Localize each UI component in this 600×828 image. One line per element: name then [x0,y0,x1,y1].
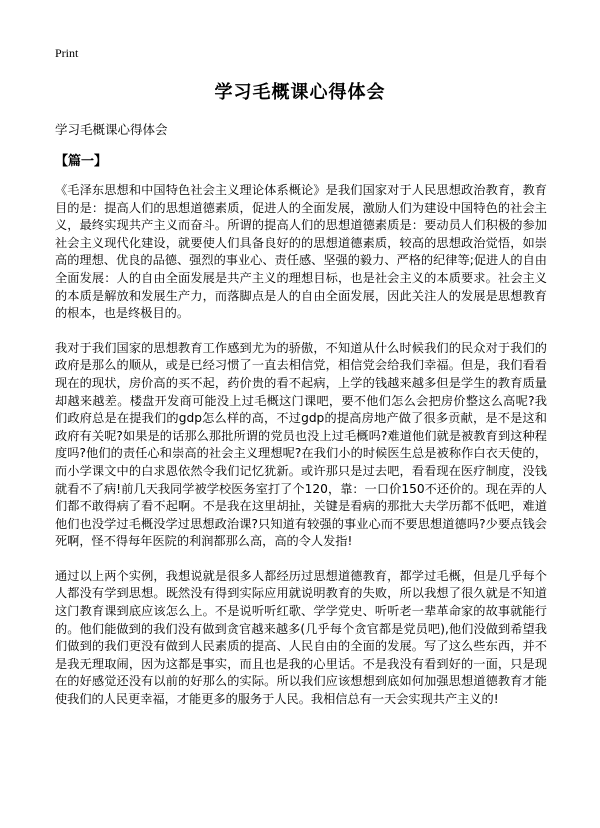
document-title: 学习毛概课心得体会 [214,82,386,103]
document-body [55,182,547,726]
section-heading: 【篇一】 [55,154,108,169]
paragraph-3: 通过以上两个实例，我想说就是很多人都经历过思想道德教育，都学过毛概，但是几乎每个人都没有学到思想。既然没有得到实际应用就说明教育的失败，所以我想了很久就是不知道这门教育课到底应该怎么上。不是说听听红歌、学学党史、听听老一辈革命家的故事就能行的。他们能做到的我们没有做到贪官越来越多(几乎每个贪官都是党员吧),他们没做到希望我们做到的我们更没有做到人民素质的提高、人民自由的全面的发展。写了这么些东西，并不是我无理取闹，因为这都是事实，而且也是我的心里话。不是我没有看到好的一面，只是现在的好感觉还没有以前的好那么的实际。所以我们应该想想到底如何加强思想道德教育才能使我们的人民更幸福，才能更多的服务于人民。我相信总有一天会实现共产主义的! [55,568,547,707]
paragraph-1: 《毛泽东思想和中国特色社会主义理论体系概论》是我们国家对于人民思想政治教育，教育目的是：提高人们的思想道德素质，促进人的全面发展，激励人们为建设中国特色的社会主义，最终实现共产主义而奋斗。所谓的提高人们的思想道德素质是：要动员人们积极的参加社会主义现代化建设，就要使人们具备良好的的思想道德素质，较高的思想政治觉悟，如崇高的理想、优良的品德、强烈的事业心、责任感、坚强的毅力、严格的纪律等;促进人的自由全面发展：人的自由全面发展是共产主义的理想目标，也是社会主义的本质要求。社会主义的本质是解放和发展生产力，而落脚点是人的自由全面发展，因此关注人的发展是思想教育的根本，也是终极目的。 [55,183,547,321]
print-link[interactable]: Print [55,46,79,60]
document-subtitle: 学习毛概课心得体会 [55,122,168,137]
paragraph-2: 我对于我们国家的思想教育工作感到尤为的骄傲，不知道从什么时候我们的民众对于我们的政府是那么的顺从，或是已经习惯了一直去相信党，相信党会给我们幸福。但是，我们看看现在的现状，房价高的买不起，药价贵的看不起病，上学的钱越来越多但是学生的教育质量却越来越差。楼盘开发商可能没上过毛概这门课吧，要不他们怎么会把房价整这么高呢?我们政府总是在提我们的gdp怎么样的高，不过gdp的提高房地产做了很多贡献，是不是这和政府有关呢?如果是的话那么那批所谓的党员也没上过毛概吗?难道他们就是被教育到这种程度吗?他们的责任心和崇高的社会主义理想呢?在我们小的时候医生总是被称作白衣天使的，而小学课文中的白求恩依然令我们记忆犹新。或许那只是过去吧，看看现在医疗制度，没钱就看不了病!前几天我同学被学校医务室打了个120，靠：一口价150不还价的。现在弄的人们都不敢得病了看不起啊。不是我在这里胡扯，关键是看病的那批大夫学历都不低吧，难道他们也没学过毛概没学过思想政治课?只知道有较强的事业心而不要思想道德吗?少要点钱会死啊，怪不得每年医院的利润都那么高，高的令人发指! [55,340,547,549]
